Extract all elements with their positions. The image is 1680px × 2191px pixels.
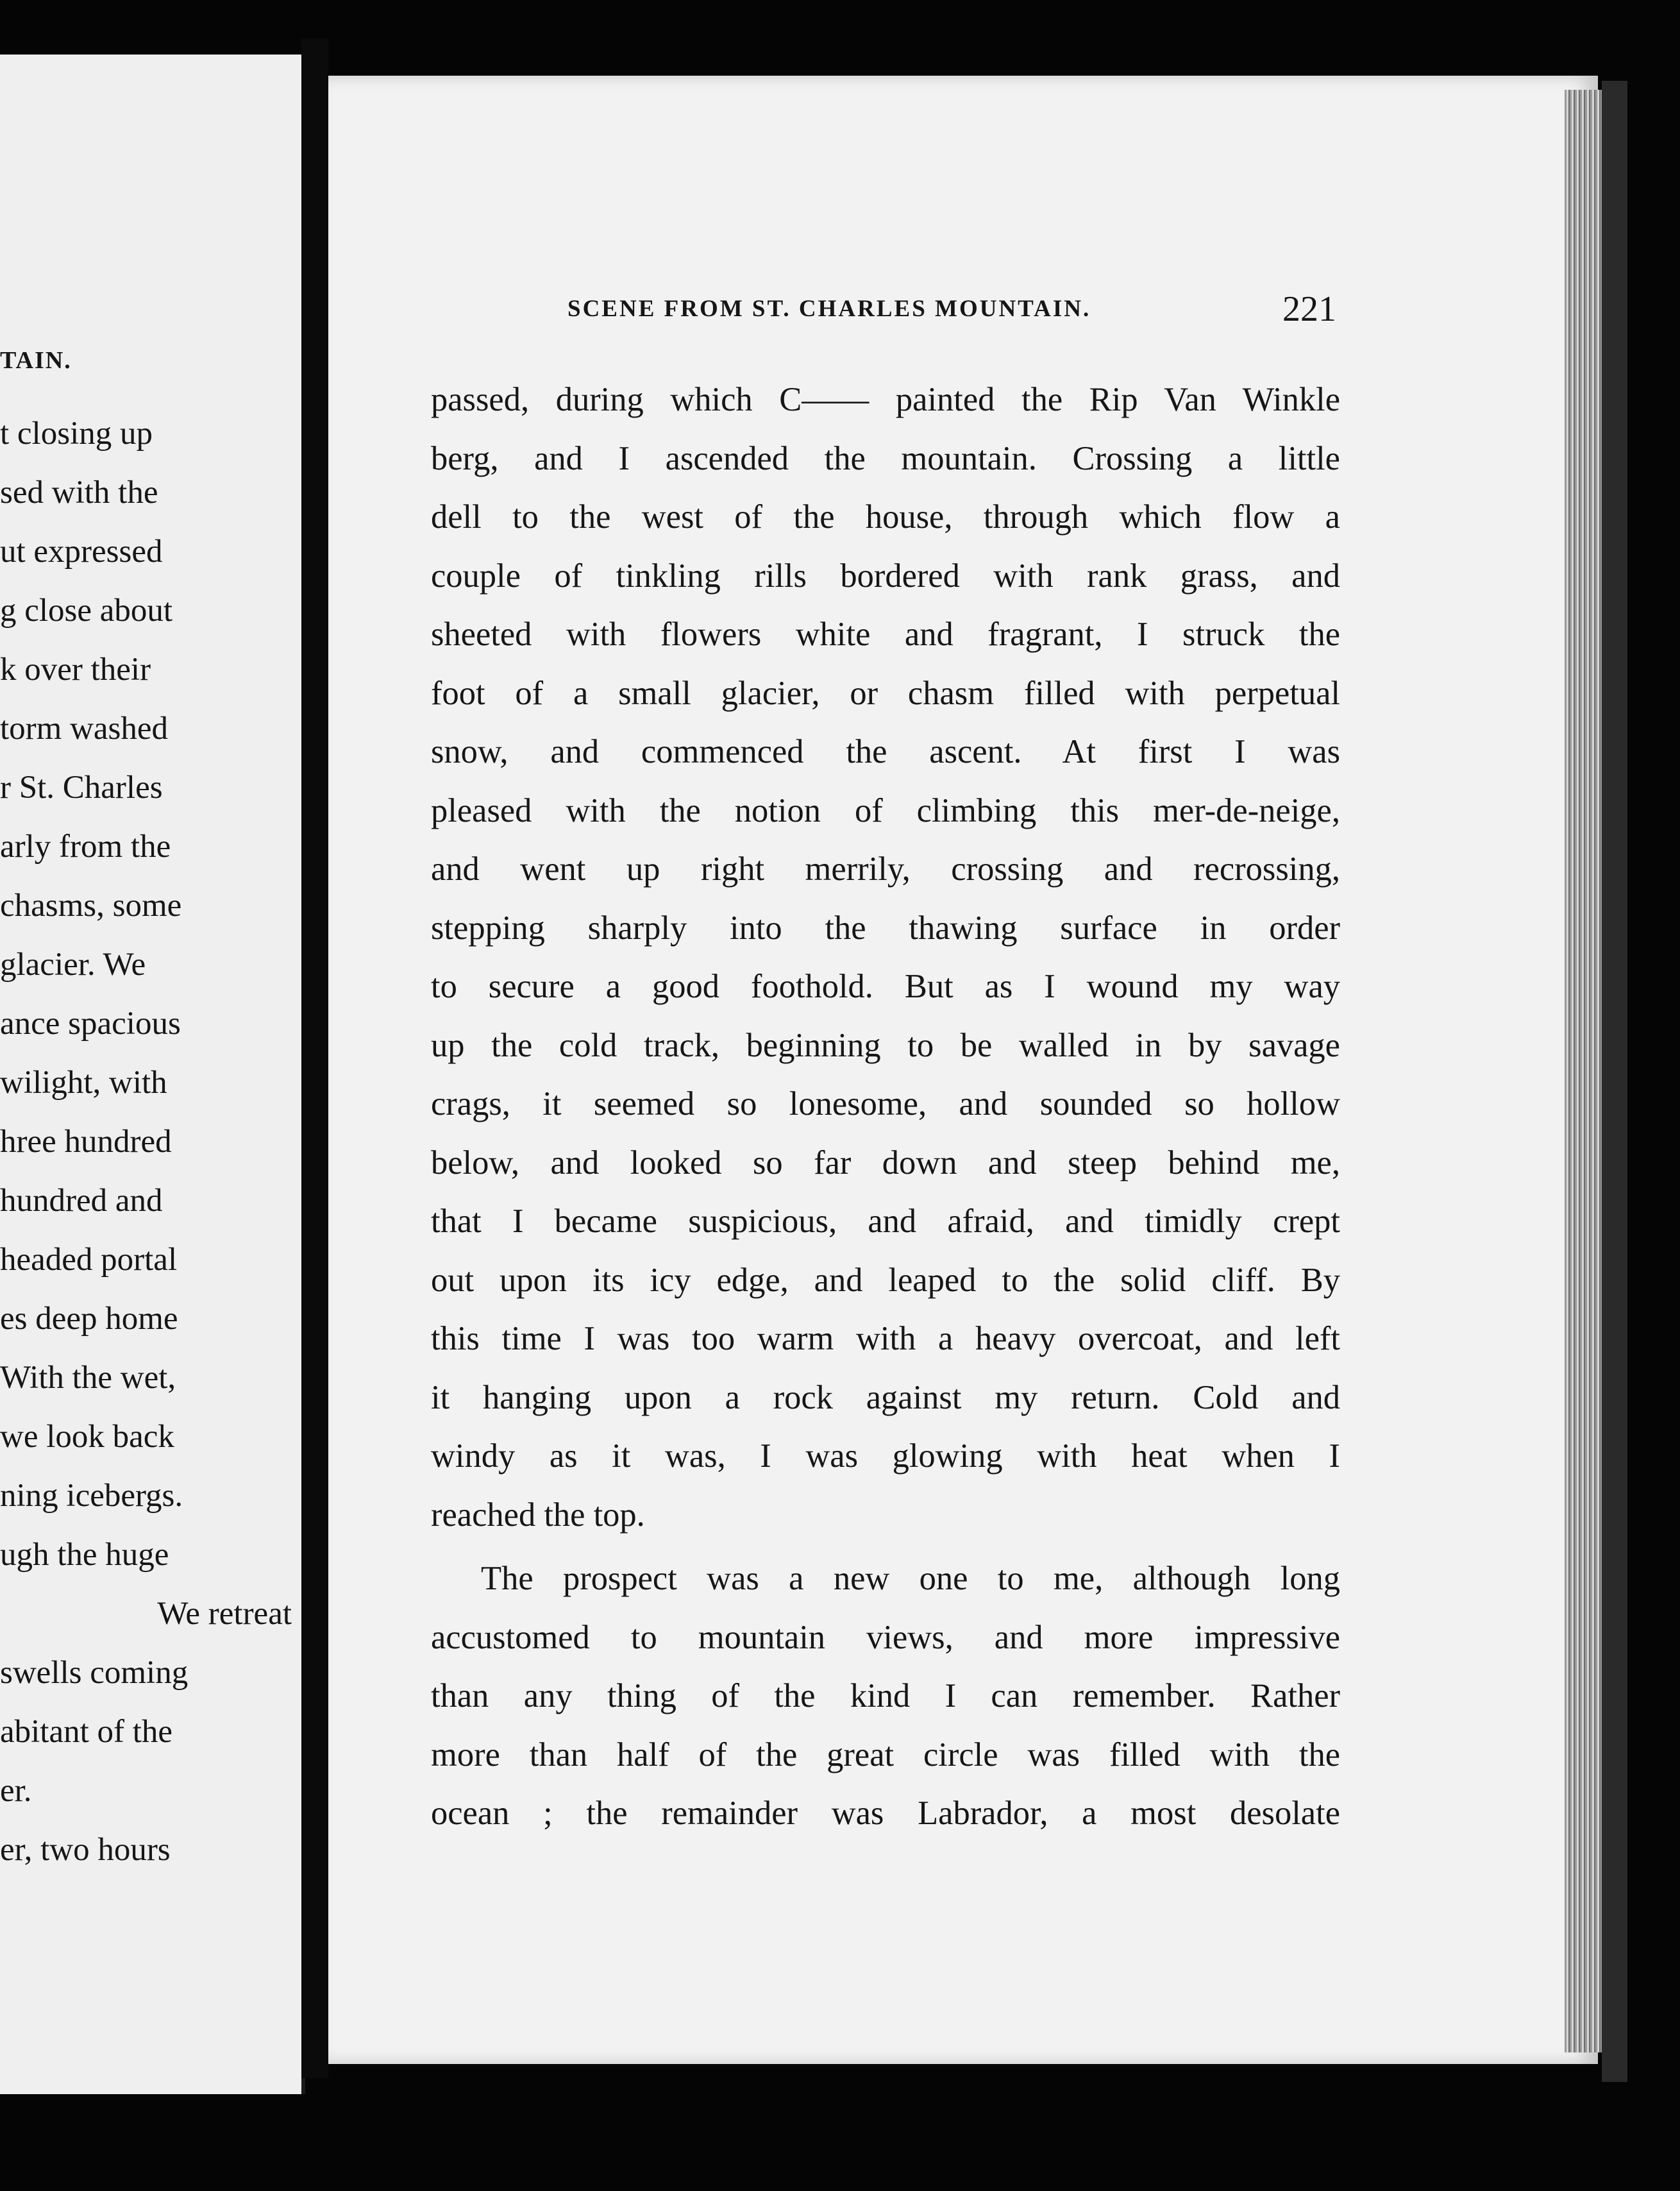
left-line: ance spacious [0, 1006, 181, 1042]
text-line: couple of tinkling rills bordered with rank grass, and [431, 557, 1340, 595]
text-line: dell to the west of the house, through which flow a [431, 498, 1340, 536]
text-line: than any thing of the kind I can remember. Rather [431, 1677, 1340, 1714]
left-line: es deep home [0, 1301, 178, 1337]
book-cover-edge [1602, 81, 1627, 2082]
text-line: berg, and I ascended the mountain. Crossing a little [431, 439, 1340, 477]
left-line: k over their [0, 652, 151, 688]
text-line: more than half of the great circle was filled with the [431, 1736, 1340, 1773]
left-line: we look back [0, 1419, 174, 1455]
text-line: up the cold track, beginning to be walled in by savage [431, 1026, 1340, 1064]
text-line: windy as it was, I was glowing with heat when I [431, 1437, 1340, 1475]
text-line: accustomed to mountain views, and more impressive [431, 1618, 1340, 1656]
text-line: crags, it seemed so lonesome, and sounded so hollow [431, 1085, 1340, 1122]
left-line: t closing up [0, 416, 153, 452]
text-line: snow, and commenced the ascent. At first I was [431, 733, 1340, 770]
left-line: chasms, some [0, 888, 182, 924]
text-line: The prospect was a new one to me, although long [481, 1560, 1340, 1597]
text-line: it hanging upon a rock against my return. Cold and [431, 1378, 1340, 1416]
left-line: ut expressed [0, 534, 163, 570]
page-edges [1565, 90, 1602, 2052]
left-line: glacier. We [0, 947, 146, 983]
left-line: hundred and [0, 1183, 163, 1219]
left-line: er, two hours [0, 1832, 171, 1868]
left-line: headed portal [0, 1242, 178, 1278]
left-line: ugh the huge [0, 1537, 169, 1573]
text-line: sheeted with flowers white and fragrant, I struck the [431, 616, 1340, 653]
left-line: wilight, with [0, 1065, 167, 1101]
text-line: and went up right merrily, crossing and recrossing, [431, 850, 1340, 888]
text-line: pleased with the notion of climbing this mer-de-neige, [431, 791, 1340, 829]
left-line: With the wet, [0, 1360, 176, 1396]
text-line: below, and looked so far down and steep behind me, [431, 1144, 1340, 1181]
left-line: arly from the [0, 829, 171, 865]
left-line: er. [0, 1773, 32, 1809]
left-line: g close about [0, 593, 173, 629]
left-line: We retreat [157, 1596, 292, 1632]
text-line: out upon its icy edge, and leaped to the solid cliff. By [431, 1261, 1340, 1299]
left-line: r St. Charles [0, 770, 163, 806]
left-line: torm washed [0, 711, 169, 747]
text-line: reached the top. [431, 1496, 645, 1534]
left-line: swells coming [0, 1655, 189, 1691]
text-line: passed, during which C—— painted the Rip Van Winkle [431, 381, 1340, 418]
text-line: stepping sharply into the thawing surface in order [431, 909, 1340, 947]
page-number: 221 [1282, 289, 1336, 329]
left-line: abitant of the [0, 1714, 173, 1750]
body-text [431, 371, 1340, 1843]
book-spine [301, 38, 328, 2078]
left-page [0, 55, 305, 2094]
text-line: this time I was too warm with a heavy overcoat, and left [431, 1320, 1340, 1357]
left-line: ning icebergs. [0, 1478, 183, 1514]
text-line: foot of a small glacier, or chasm filled with perpetual [431, 674, 1340, 712]
text-line: that I became suspicious, and afraid, and timidly crept [431, 1203, 1340, 1240]
running-head: SCENE FROM ST. CHARLES MOUNTAIN. [567, 296, 1091, 322]
left-page-text [0, 404, 292, 1879]
text-line: to secure a good foothold. But as I wound my way [431, 968, 1340, 1005]
left-line: sed with the [0, 475, 158, 511]
left-line: hree hundred [0, 1124, 172, 1160]
text-line: ocean ; the remainder was Labrador, a most desolate [431, 1795, 1340, 1832]
left-running-head: TAIN. [0, 347, 72, 374]
